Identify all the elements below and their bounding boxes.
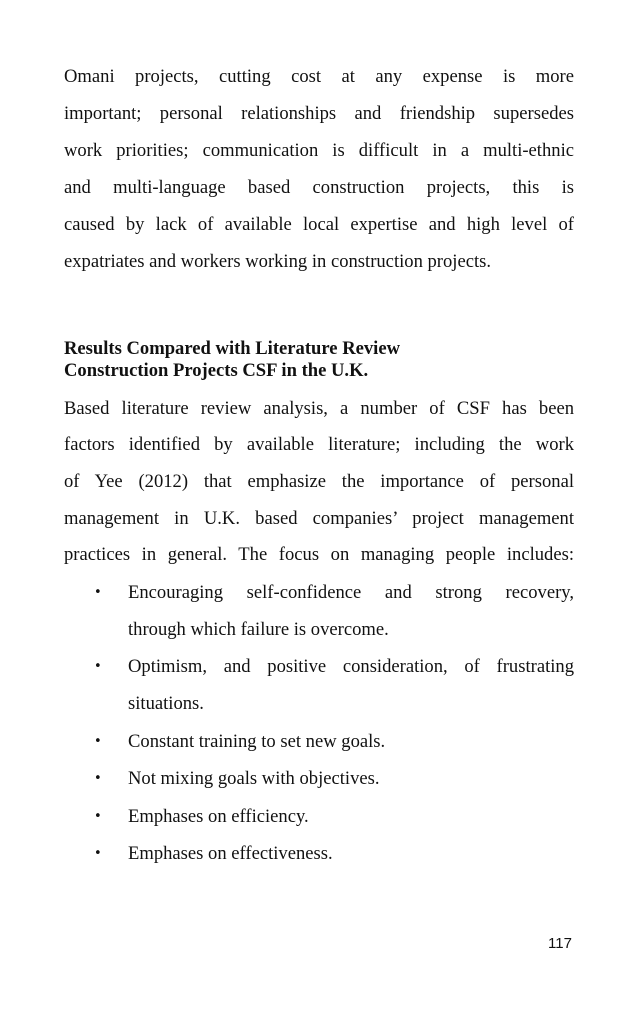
page-number: 117	[548, 935, 572, 952]
bullet-icon: •	[94, 585, 102, 600]
paragraph-line: factors identified by available literature; including the work	[64, 434, 574, 455]
paragraph-line: Omani projects, cutting cost at any expense is more	[64, 66, 574, 87]
bullet-icon: •	[94, 771, 102, 786]
paragraph-line: expatriates and workers working in construction projects.	[64, 251, 492, 272]
bullet-icon: •	[94, 734, 102, 749]
list-item-text: situations.	[128, 693, 204, 714]
paragraph-line: management in U.K. based companies’ project management	[64, 508, 574, 529]
list-item	[94, 768, 574, 790]
list-item	[94, 582, 574, 604]
paragraph-line: caused by lack of available local expertise and high level of	[64, 214, 574, 235]
paragraph-line: work priorities; communication is difficult in a multi-ethnic	[64, 140, 574, 161]
section-subheading: Construction Projects CSF in the U.K.	[64, 360, 369, 381]
paragraph-line: Based literature review analysis, a number of CSF has been	[64, 398, 574, 419]
list-item-text: Emphases on efficiency.	[128, 806, 309, 827]
list-item-continuation	[94, 619, 574, 641]
paragraph-line: and multi-language based construction projects, this is	[64, 177, 574, 198]
list-item-text: Optimism, and positive consideration, of frustrating	[128, 656, 574, 677]
list-item	[94, 731, 574, 753]
bullet-icon: •	[94, 846, 102, 861]
list-item	[94, 843, 574, 865]
list-item-text: Constant training to set new goals.	[128, 731, 386, 752]
list-item-text: Emphases on effectiveness.	[128, 843, 333, 864]
section-heading: Results Compared with Literature Review	[64, 338, 401, 359]
bullet-icon: •	[94, 659, 102, 674]
list-item-text: Not mixing goals with objectives.	[128, 768, 380, 789]
bullet-icon: •	[94, 809, 102, 824]
list-item-text: through which failure is overcome.	[128, 619, 389, 640]
paragraph-line: practices in general. The focus on managing people includes:	[64, 544, 574, 565]
list-item-continuation	[94, 693, 574, 715]
list-item-text: Encouraging self-confidence and strong recovery,	[128, 582, 574, 603]
list-item	[94, 656, 574, 678]
paragraph-line: of Yee (2012) that emphasize the importance of personal	[64, 471, 574, 492]
paragraph-line: important; personal relationships and friendship supersedes	[64, 103, 574, 124]
list-item	[94, 806, 574, 828]
